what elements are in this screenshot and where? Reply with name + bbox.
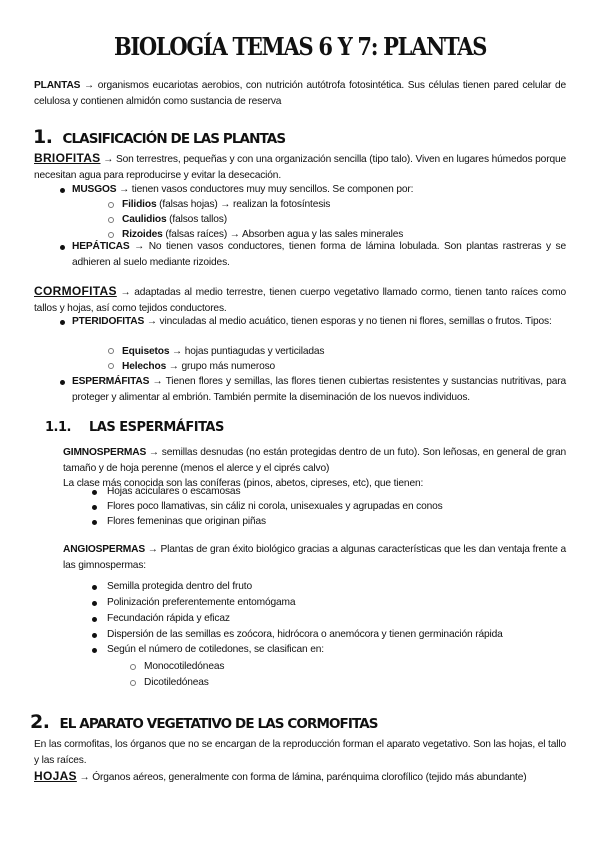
term: Equisetos bbox=[122, 346, 170, 357]
text: → Órganos aéreos, generalmente con forma de lámina, parénquima clorofílico (tejido más abundante) bbox=[76, 772, 527, 783]
list-item: Monocotiledóneas bbox=[144, 661, 225, 672]
circle-bullet-icon bbox=[108, 202, 114, 208]
text: (falsas hojas) → realizan la fotosíntesis bbox=[156, 199, 331, 210]
text: → adaptadas al medio terrestre, tienen cuerpo vegetativo llamado cormo, tienen tanto raíces como tallos y hojas, así como tejidos conductores. bbox=[34, 287, 566, 314]
term: Caulidios bbox=[122, 214, 167, 225]
list-item: Según el número de cotiledones, se clasifican en: bbox=[107, 644, 324, 655]
cormofitas-paragraph bbox=[34, 284, 566, 316]
term: PLANTAS bbox=[34, 80, 81, 91]
bullet-icon bbox=[60, 245, 65, 250]
section-1-heading bbox=[33, 126, 285, 148]
list-item: Semilla protegida dentro del fruto bbox=[107, 581, 252, 592]
gimnospermas-paragraph bbox=[63, 445, 566, 476]
list-item: Fecundación rápida y eficaz bbox=[107, 613, 230, 624]
list-item: Hojas aciculares o escamosas bbox=[107, 486, 241, 497]
bullet-icon bbox=[60, 320, 65, 325]
bullet-icon bbox=[92, 601, 97, 606]
text: → Tienen flores y semillas, las flores tienen cubiertas resistentes y sustancias nutritivas, para proteger y alimentar al embrión. También permite la diseminación de los nuevos individuos. bbox=[72, 376, 566, 403]
bullet-icon bbox=[92, 505, 97, 510]
section-2-paragraph: En las cormofitas, los órganos que no se encargan de la reproducción forman el aparato vegetativo. Son las hojas, el tallo y las raíces. bbox=[34, 739, 566, 766]
circle-bullet-icon bbox=[108, 232, 114, 238]
bullet-icon bbox=[92, 617, 97, 622]
text: → hojas puntiagudas y verticiladas bbox=[169, 346, 325, 357]
circle-bullet-icon bbox=[108, 348, 114, 354]
circle-bullet-icon bbox=[108, 363, 114, 369]
text: (falsas raíces) → Absorben agua y las sales minerales bbox=[162, 229, 404, 240]
section-title: EL APARATO VEGETATIVO DE LAS CORMOFITAS bbox=[59, 716, 378, 732]
circle-bullet-icon bbox=[108, 217, 114, 223]
text: (falsos tallos) bbox=[166, 214, 227, 225]
list-item: Dispersión de las semillas es zoócora, hidrócora o anemócora y tienen germinación rápida bbox=[107, 629, 503, 640]
term: Helechos bbox=[122, 361, 167, 372]
circle-bullet-icon bbox=[130, 664, 136, 670]
briofitas-paragraph bbox=[34, 151, 566, 183]
bullet-icon bbox=[92, 633, 97, 638]
text: → vinculadas al medio acuático, tienen esporas y no tienen ni flores, semillas o frutos. Tipos: bbox=[144, 316, 552, 327]
list-item-pteridofitas bbox=[72, 314, 566, 330]
list-item bbox=[122, 212, 227, 228]
text: → No tienen vasos conductores, tienen forma de lámina lobulada. Son plantas rastreras y se adhieren al suelo mediante rizoides. bbox=[72, 241, 566, 268]
bullet-icon bbox=[60, 380, 65, 385]
intro-paragraph bbox=[34, 78, 566, 109]
term: HEPÁTICAS bbox=[72, 241, 130, 252]
list-item-espermafitas bbox=[72, 374, 566, 405]
section-number: 1.1. bbox=[45, 420, 71, 435]
page-title: BIOLOGÍA TEMAS 6 Y 7: PLANTAS bbox=[113, 32, 487, 61]
section-2-heading bbox=[30, 711, 378, 733]
circle-bullet-icon bbox=[130, 680, 136, 686]
list-item bbox=[122, 344, 324, 360]
section-title: LAS ESPERMÁFITAS bbox=[88, 420, 224, 435]
text: → semillas desnudas (no están protegidas dentro de un futo). Son leñosas, en general de gran tamaño y de hoja perenne (menos el alerce y el ciprés calvo) bbox=[63, 447, 566, 474]
list-item: Polinización preferentemente entomógama bbox=[107, 597, 296, 608]
term: GIMNOSPERMAS bbox=[63, 447, 147, 458]
bullet-icon bbox=[92, 520, 97, 525]
bullet-icon bbox=[92, 490, 97, 495]
gimnospermas-line: La clase más conocida son las coníferas (pinos, abetos, cipreses, etc), que tienen: bbox=[63, 478, 424, 489]
text: → Plantas de gran éxito biológico gracias a algunas características que les dan ventaja frente a las gimnospermas: bbox=[63, 544, 566, 571]
list-item: Dicotiledóneas bbox=[144, 677, 209, 688]
term: Filidios bbox=[122, 199, 157, 210]
list-item bbox=[122, 359, 275, 375]
list-item: Flores poco llamativas, sin cáliz ni corola, unisexuales y agrupadas en conos bbox=[107, 501, 443, 512]
list-item: Flores femeninas que originan piñas bbox=[107, 516, 266, 527]
text: → grupo más numeroso bbox=[166, 361, 276, 372]
text: → tienen vasos conductores muy muy sencillos. Se componen por: bbox=[116, 184, 414, 195]
section-title: CLASIFICACIÓN DE LAS PLANTAS bbox=[62, 131, 286, 147]
section-number: 2. bbox=[30, 711, 50, 733]
bullet-icon bbox=[92, 648, 97, 653]
section-1-1-heading bbox=[45, 420, 224, 435]
term: BRIOFITAS bbox=[34, 151, 101, 165]
term: Rizoides bbox=[122, 229, 163, 240]
term: MUSGOS bbox=[72, 184, 117, 195]
term: PTERIDOFITAS bbox=[72, 316, 145, 327]
term: CORMOFITAS bbox=[34, 284, 117, 298]
list-item-hepaticas bbox=[72, 239, 566, 270]
bullet-icon bbox=[92, 585, 97, 590]
term: ANGIOSPERMAS bbox=[63, 544, 145, 555]
text: → organismos eucariotas aerobios, con nutrición autótrofa fotosintética. Sus células tienen pared celular de celulosa y contienen almidón como sustancia de reserva bbox=[34, 80, 566, 107]
list-item bbox=[122, 197, 330, 213]
term: ESPERMÁFITAS bbox=[72, 376, 150, 387]
list-item-musgos bbox=[72, 182, 566, 198]
bullet-icon bbox=[60, 188, 65, 193]
section-number: 1. bbox=[33, 126, 53, 148]
angiospermas-paragraph bbox=[63, 542, 566, 573]
text: → Son terrestres, pequeñas y con una organización sencilla (tipo talo). Viven en lugares húmedos porque necesitan agua para reproducirse y evitar la desecación. bbox=[34, 154, 566, 181]
term: HOJAS bbox=[34, 769, 77, 783]
hojas-paragraph bbox=[34, 769, 566, 786]
